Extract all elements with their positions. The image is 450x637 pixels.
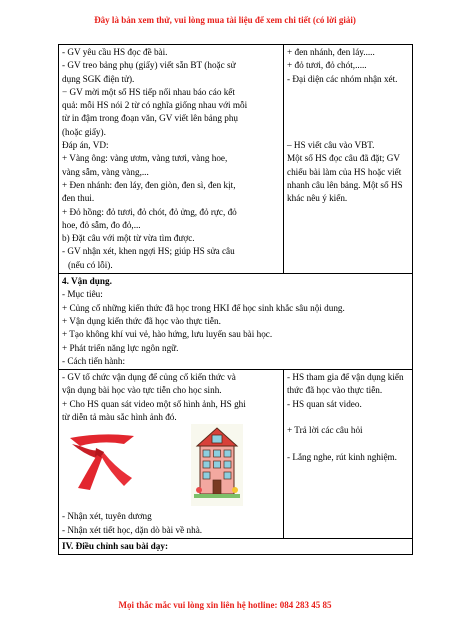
blank-line	[287, 438, 409, 451]
blank-line	[287, 126, 409, 139]
text-line: - GV yêu cầu HS đọc đề bài.	[62, 47, 168, 57]
text-line: Đáp án, VD:	[62, 140, 109, 151]
text-line: + Cho HS quan sát video một số hình ảnh, HS ghi	[62, 398, 246, 409]
section-iv-row	[59, 538, 413, 554]
blank-line	[287, 411, 409, 424]
section-heading: 4. Vận dụng.	[62, 276, 112, 287]
text-line: - Nhận xét tiết học, dặn dò bài về nhà.	[62, 524, 203, 535]
text-line: - Mục tiêu:	[62, 289, 103, 300]
lesson-table-wrapper	[58, 44, 406, 555]
text-line: + đỏ tươi, đỏ chót,.....	[287, 60, 367, 71]
text-line: + Củng cố những kiến thức đã học trong HKI để học sinh khắc sâu nội dung.	[62, 302, 345, 313]
text-line: (nếu có lỗi).	[68, 259, 113, 270]
section-heading: IV. Điều chỉnh sau bài dạy:	[62, 540, 169, 551]
text-line: b) Đặt câu với một từ vừa tìm được.	[62, 233, 195, 244]
lesson-table	[58, 44, 413, 555]
text-line: quả: mỗi HS nói 2 từ có nghĩa giống nhau với mỗi	[62, 100, 248, 111]
house-illustration	[191, 424, 243, 506]
text-line: - GV tổ chức vận dụng để củng cố kiến thức và	[62, 372, 236, 383]
text-line: - Cách tiến hành:	[62, 355, 126, 366]
text-line: vận dụng bài học vào tực tiễn cho học sinh.	[62, 385, 222, 396]
blank-line	[287, 99, 409, 112]
text-line: - GV nhận xét, khen ngợi HS; giúp HS sửa câu	[62, 246, 235, 257]
text-line: + Đỏ hồng: đỏ tươi, đỏ chót, đỏ ửng, đỏ rực, đỏ	[62, 206, 237, 217]
section-4-row	[59, 274, 413, 370]
text-line: - HS tham gia để vận dụng kiến	[287, 372, 404, 383]
preview-banner: Đây là bản xem thử, vui lòng mua tài liệu để xem chi tiết (có lời giải)	[94, 15, 356, 25]
text-line: đen thui.	[62, 193, 95, 204]
illustration-area	[62, 424, 280, 510]
student-activity-cell	[284, 45, 413, 274]
text-line: Một số HS đọc câu đã đặt; GV	[287, 153, 401, 164]
red-scarf-illustration	[66, 430, 138, 492]
text-line: + đen nhánh, đen láy.....	[287, 47, 375, 57]
hotline-banner: Mọi thắc mắc vui lòng xin liên hệ hotline: 084 283 45 85	[118, 600, 332, 610]
text-line: khác nêu ý kiến.	[287, 193, 348, 204]
text-line: hoe, đỏ sẫm, đo đỏ,...	[62, 219, 141, 230]
text-line: − GV mời một số HS tiếp nối nhau báo cáo kết	[62, 86, 235, 97]
text-line: - Nhận xét, tuyên dương	[62, 511, 152, 522]
text-line: + Vàng ông: vàng ươm, vàng tươi, vàng hoe,	[62, 153, 228, 164]
text-line: + Đen nhánh: đen láy, đen giòn, đen sì, đen kịt,	[62, 179, 236, 190]
text-line: + Vận dụng kiến thức đã học vào thực tiễn.	[62, 315, 221, 326]
activity-row-3	[59, 45, 413, 274]
text-line: từ in đậm trong đoạn văn, GV viết lên bảng phụ	[62, 113, 239, 124]
blank-line	[287, 112, 409, 125]
blank-line	[287, 86, 409, 99]
text-line: chiếu bài làm của HS hoặc viết	[287, 166, 402, 177]
section-4-cell	[59, 274, 413, 370]
text-line: - HS quan sát video.	[287, 398, 362, 409]
text-line: từ diễn tả màu sắc hình ảnh đó.	[62, 412, 177, 423]
text-line: + Tạo không khí vui vẻ, hào hứng, lưu luyến sau bài học.	[62, 329, 273, 340]
text-line: (hoặc giấy).	[62, 126, 106, 137]
student-activity-cell	[284, 370, 413, 539]
text-line: - Lắng nghe, rút kinh nghiệm.	[287, 451, 397, 462]
text-line: – HS viết câu vào VBT.	[287, 140, 375, 151]
text-line: vàng sẫm, vàng vàng,...	[62, 166, 149, 177]
section-iv-cell	[59, 538, 413, 554]
text-line: dụng SGK điện tử).	[62, 73, 135, 84]
teacher-activity-cell	[59, 370, 284, 539]
text-line: nhanh câu lên bảng. Một số HS	[287, 179, 403, 190]
activity-row-4	[59, 370, 413, 539]
teacher-activity-cell	[59, 45, 284, 274]
text-line: thức đã học vào thực tiễn.	[287, 385, 383, 396]
text-line: - Đại diện các nhóm nhận xét.	[287, 73, 398, 84]
text-line: + Phát triển năng lực ngôn ngữ.	[62, 342, 179, 353]
text-line: - GV treo bảng phụ (giấy) viết sẵn BT (hoặc sử	[62, 60, 236, 71]
text-line: + Trả lời các câu hỏi	[287, 425, 363, 436]
